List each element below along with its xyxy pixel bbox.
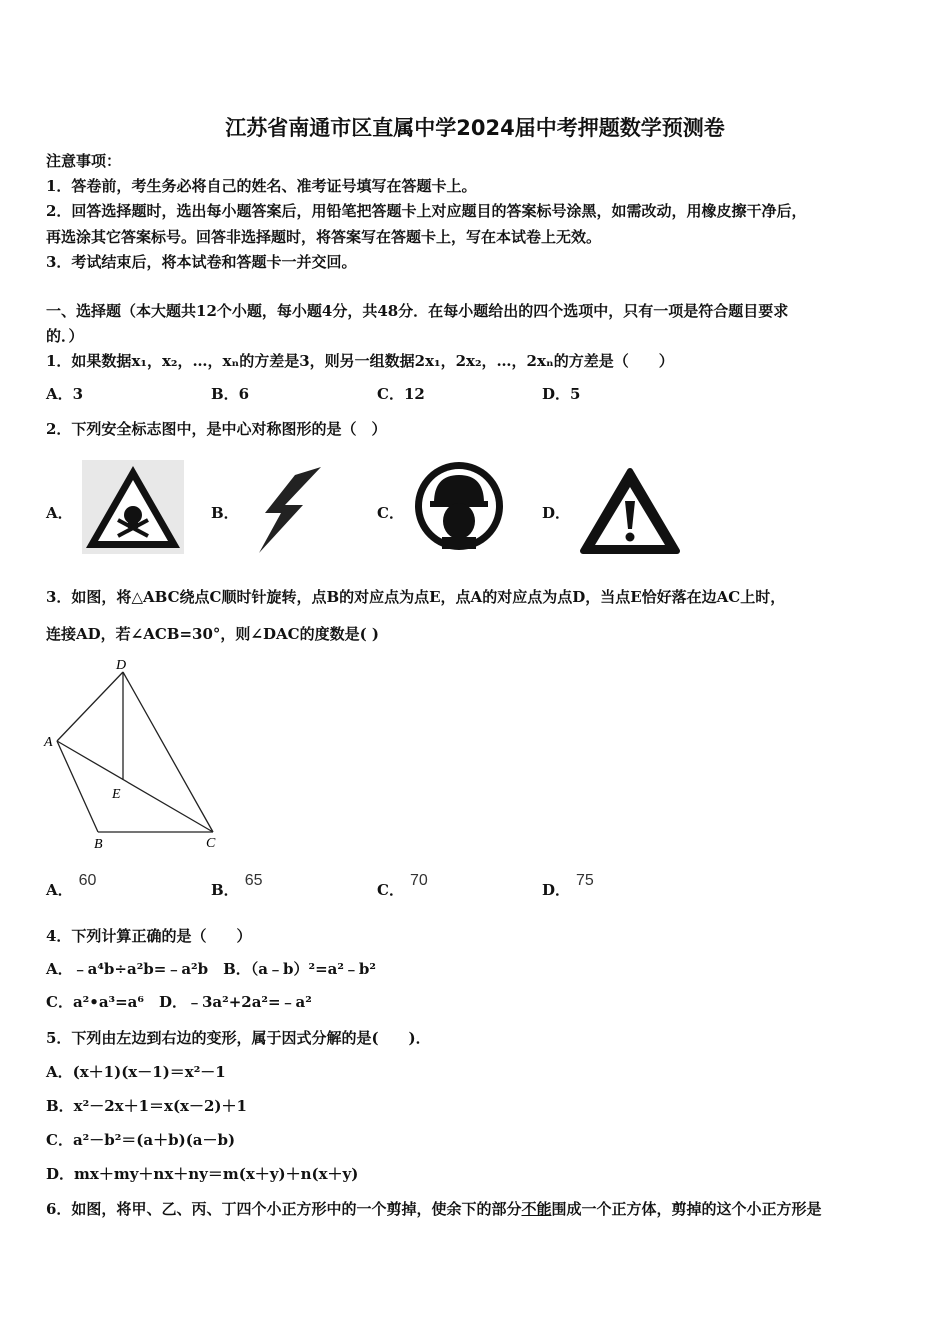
notice-heading: 注意事项： bbox=[46, 152, 122, 170]
q5-option-c: C．a²－b²＝(a＋b)(a－b) bbox=[46, 1131, 236, 1149]
notice-item: 1．答卷前，考生务必将自己的姓名、准考证号填写在答题卡上。 bbox=[46, 177, 477, 195]
point-a-label: A bbox=[44, 735, 53, 750]
page-title: 江苏省南通市区直属中学2024届中考押题数学预测卷 bbox=[225, 116, 725, 140]
notice-item: 3．考试结束后，将本试卷和答题卡一并交回。 bbox=[46, 253, 357, 271]
q5-option-a: A．(x＋1)(x－1)＝x²－1 bbox=[46, 1063, 226, 1081]
poison-sign-icon bbox=[82, 460, 184, 554]
q1-option-b: B．6 bbox=[211, 385, 250, 403]
question-6: 6．如图，将甲、乙、丙、丁四个小正方形中的一个剪掉，使余下的部分不能围成一个正方体，剪掉的这个小正方形是 bbox=[46, 1200, 822, 1218]
q4-options-ab: A．﹣a⁴b÷a²b=﹣a²b B．（a﹣b）²=a²﹣b² bbox=[46, 960, 376, 978]
q1-option-a: A．3 bbox=[46, 385, 84, 403]
section-heading: 一、选择题（本大题共12个小题，每小题4分，共48分．在每小题给出的四个选项中，只有一项是符合题目要求 bbox=[46, 302, 789, 320]
q2-option-a: A． bbox=[46, 504, 73, 522]
section-heading-cont: 的．） bbox=[46, 327, 84, 345]
q3-option-c: C．70 bbox=[377, 872, 428, 899]
triangle-figure bbox=[40, 655, 230, 855]
question-3: 3．如图，将△ABC绕点C顺时针旋转，点B的对应点为点E，点A的对应点为点D，当点E恰好落在边AC上时， bbox=[46, 588, 786, 606]
q1-option-d: D．5 bbox=[542, 385, 581, 403]
q3-option-d: D．75 bbox=[542, 872, 594, 899]
point-e-label: E bbox=[112, 787, 121, 802]
q5-option-d: D．mx＋my＋nx＋ny＝m(x＋y)＋n(x＋y) bbox=[46, 1165, 359, 1183]
q4-options-cd: C．a²•a³=a⁶ D．﹣3a²+2a²=﹣a² bbox=[46, 993, 312, 1011]
q2-option-c: C． bbox=[377, 504, 404, 522]
q2-option-d: D． bbox=[542, 504, 571, 522]
question-1: 1．如果数据x₁，x₂，…，xₙ的方差是3，则另一组数据2x₁，2x₂，…，2xₙ的方差是（ ） bbox=[46, 352, 674, 370]
point-d-label: D bbox=[116, 658, 127, 673]
q3-option-b: B．65 bbox=[211, 872, 263, 899]
point-c-label: C bbox=[206, 836, 216, 851]
helmet-sign-icon bbox=[414, 461, 504, 551]
q2-option-b: B． bbox=[211, 504, 239, 522]
q1-option-c: C．12 bbox=[377, 385, 425, 403]
question-3-cont: 连接AD，若∠ACB=30°，则∠DAC的度数是( ) bbox=[46, 625, 379, 643]
notice-item: 2．回答选择题时，选出每小题答案后，用铅笔把答题卡上对应题目的答案标号涂黑，如需改动，用橡皮擦干净后， bbox=[46, 202, 807, 220]
q5-option-b: B．x²－2x＋1＝x(x－2)＋1 bbox=[46, 1097, 247, 1115]
lightning-sign-icon bbox=[255, 465, 327, 555]
question-2: 2．下列安全标志图中，是中心对称图形的是（ ） bbox=[46, 420, 387, 438]
warning-sign-icon bbox=[579, 467, 681, 557]
question-4: 4．下列计算正确的是（ ） bbox=[46, 927, 252, 945]
notice-item: 再选涂其它答案标号。回答非选择题时，将答案写在答题卡上，写在本试卷上无效。 bbox=[46, 228, 602, 246]
point-b-label: B bbox=[94, 837, 103, 852]
question-5: 5．下列由左边到右边的变形，属于因式分解的是( )． bbox=[46, 1029, 431, 1047]
q3-option-a: A．60 bbox=[46, 872, 97, 899]
